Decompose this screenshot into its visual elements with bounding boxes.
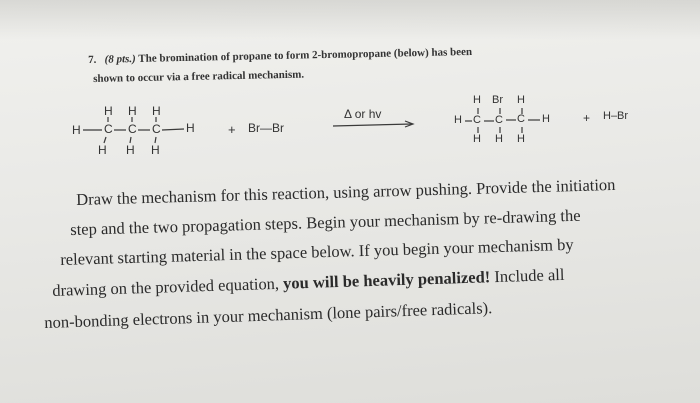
instruction-line-3 <box>60 235 574 270</box>
product-h-top-1: H <box>473 94 481 106</box>
product-h-bottom-1: H <box>473 133 481 145</box>
propane-h-bottom-3: H <box>151 143 160 157</box>
product-h-left: H <box>454 114 462 126</box>
penalty-warning: you will be heavily penalized! <box>282 267 491 293</box>
product-h-bottom-3: H <box>517 133 525 145</box>
instruction-text-4c: Include all <box>489 264 565 287</box>
plus-sign-1: + <box>228 122 236 137</box>
propane-c1: C <box>104 122 113 136</box>
propane-h-right: H <box>186 121 195 135</box>
instruction-line-1 <box>76 175 616 210</box>
product-br: Br <box>492 94 503 106</box>
product-c1: C <box>473 114 481 126</box>
instruction-text-2: step and the two propagation steps. Begin your mechanism by re-drawing the <box>70 205 581 239</box>
propane-c2: C <box>128 122 137 136</box>
product-h-bottom-2: H <box>495 133 503 145</box>
propane-c3: C <box>152 122 161 136</box>
question-intro2: shown to occur via a free radical mechanism. <box>93 68 305 85</box>
instruction-line-4 <box>52 265 565 301</box>
instruction-text-1: Draw the mechanism for this reaction, using arrow pushing. Provide the initiation <box>76 174 616 209</box>
propane-h-top-1: H <box>104 104 113 118</box>
product-c3: C <box>517 113 525 125</box>
product-c2: C <box>495 114 503 126</box>
product-h-top-3: H <box>517 94 525 106</box>
plus-sign-2: + <box>583 111 591 125</box>
propane-h-bottom-2: H <box>126 143 135 157</box>
propane-h-top-3: H <box>152 104 161 118</box>
instruction-line-2 <box>70 206 581 240</box>
product-h-right: H <box>542 113 550 125</box>
propane-h-top-2: H <box>128 104 137 118</box>
reagent-br2: Br—Br <box>248 121 284 135</box>
question-points: (8 pts.) <box>104 53 136 66</box>
reaction-conditions: Δ or hv <box>344 107 382 121</box>
byproduct-hbr: H–Br <box>603 110 629 122</box>
instruction-text-4a: drawing on the provided equation, <box>52 273 284 300</box>
question-number: 7. <box>88 53 97 66</box>
question-intro: The bromination of propane to form 2-bromopropane (below) has been <box>138 45 473 65</box>
propane-h-bottom-1: H <box>98 143 107 157</box>
instruction-text-3: relevant starting material in the space below. If you begin your mechanism by <box>60 234 574 269</box>
propane-h-left: H <box>72 123 81 137</box>
instruction-text-5: non-bonding electrons in your mechanism (lone pairs/free radicals). <box>44 298 493 332</box>
instruction-line-5 <box>44 298 493 333</box>
